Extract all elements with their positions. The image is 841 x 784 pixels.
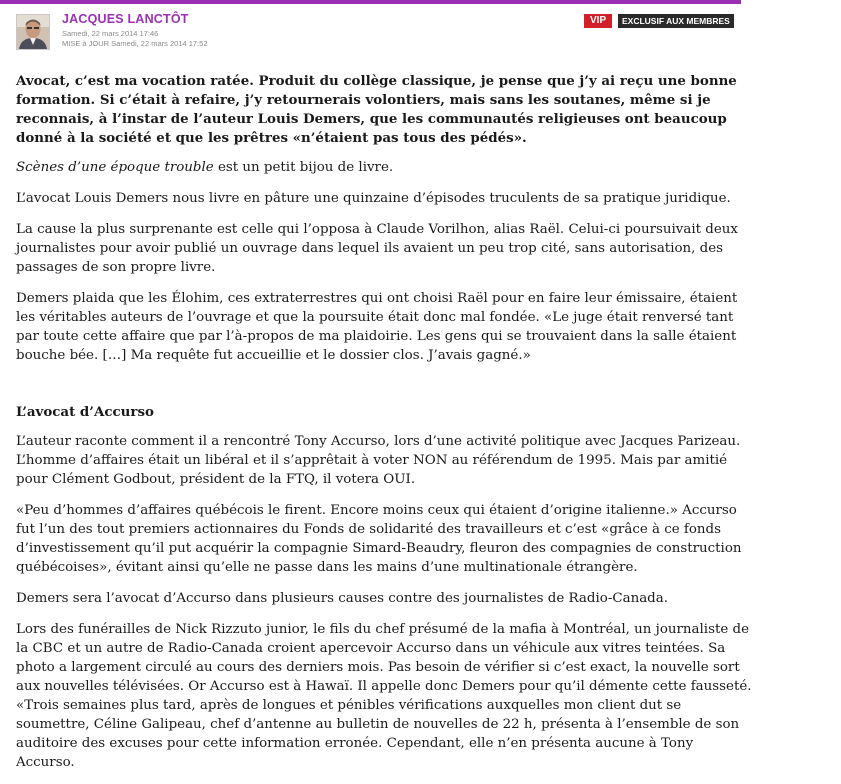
- members-exclusive-badge[interactable]: EXCLUSIF AUX MEMBRES: [618, 14, 734, 28]
- section-heading: L’avocat d’Accurso: [16, 404, 154, 420]
- paragraph: L’avocat Louis Demers nous livre en pâture une quinzaine d’épisodes truculents de sa pratique juridique.: [16, 191, 731, 206]
- section-spacer: [16, 377, 754, 403]
- paragraph: Demers plaida que les Élohim, ces extraterrestres qui ont choisi Raël pour en faire leur émissaire, étaient les véritables auteurs de l’ouvrage et que la poursuite était donc mal fondée. «Le juge était renversé tant par toute cette affaire que par l’à-propos de ma plaidoirie. Les gens qui se trouvaient dans la salle étaient bouche bée. […] Ma requête fut accueillie et le dossier clos. J’avais gagné.»: [16, 291, 738, 363]
- paragraph: L’auteur raconte comment il a rencontré Tony Accurso, lors d’une activité politique avec Jacques Parizeau. L’homme d’affaires était un libéral et il s’apprêtait à voter NON au référendum de 1995. Mais par amitié pour Clément Godbout, président de la FTQ, il votera OUI.: [16, 434, 741, 487]
- article-lead: Avocat, c’est ma vocation ratée. Produit du collège classique, je pense que j’y ai reçu une bonne formation. Si c’était à refaire, j’y retournerais volontiers, mais sans les soutanes, même si je reconnais, à l’instar de l’auteur Louis Demers, que les communautés religieuses ont beaucoup donné à la société et que les prêtres «n’étaient pas tous des pédés».: [16, 73, 737, 146]
- author-avatar[interactable]: [16, 14, 50, 50]
- paragraph-text: est un petit bijou de livre.: [213, 160, 394, 175]
- published-date: Samedi, 22 mars 2014 17:46: [62, 29, 159, 38]
- author-name[interactable]: JACQUES LANCTÔT: [62, 12, 189, 26]
- author-photo-icon: [17, 15, 49, 49]
- article-header: [0, 4, 841, 60]
- paragraph: La cause la plus surprenante est celle qui l’opposa à Claude Vorilhon, alias Raël. Celui-ci poursuivait deux journalistes pour avoir publié un ouvrage dans lequel ils avaient un peu trop cité, sans autorisation, des passages de son propre livre.: [16, 222, 738, 275]
- vip-badge[interactable]: VIP: [584, 14, 612, 28]
- paragraph: Demers sera l’avocat d’Accurso dans plusieurs causes contre des journalistes de Radio-Canada.: [16, 591, 668, 606]
- paragraph: Lors des funérailles de Nick Rizzuto junior, le fils du chef présumé de la mafia à Montréal, un journaliste de la CBC et un autre de Radio-Canada croient apercevoir Accurso dans un véhicule aux vitres teintées. Sa photo a largement circulé au cours des derniers mois. Pas besoin de vérifier si c’est exact, la nouvelle sort aux nouvelles télévisées. Or Accurso est à Hawaï. Il appelle donc Demers pour qu’il démente cette fausseté. «Trois semaines plus tard, après de longues et pénibles vérifications auxquelles mon client dut se soumettre, Céline Galipeau, chef d’antenne au bulletin de nouvelles de 22 h, présenta à l’ensemble de son auditoire des excuses pour cette information erronée. Cependant, elle n’en présenta aucune à Tony Accurso.: [16, 622, 752, 770]
- paragraph: [16, 158, 754, 177]
- updated-date: MISE à JOUR Samedi, 22 mars 2014 17:52: [62, 39, 208, 48]
- article-body: [16, 72, 754, 784]
- book-title: Scènes d’une époque trouble: [16, 160, 214, 175]
- paragraph: «Peu d’hommes d’affaires québécois le firent. Encore moins ceux qui étaient d’origine italienne.» Accurso fut l’un des tout premiers actionnaires du Fonds de solidarité des travailleurs et c’est «grâce à ce fonds d’investissement qu’il put acquérir la compagnie Simard-Beaudry, fleuron des compagnies de construction québécoises», évitant ainsi qu’elle ne passe dans les mains d’une multinationale étrangère.: [16, 503, 742, 575]
